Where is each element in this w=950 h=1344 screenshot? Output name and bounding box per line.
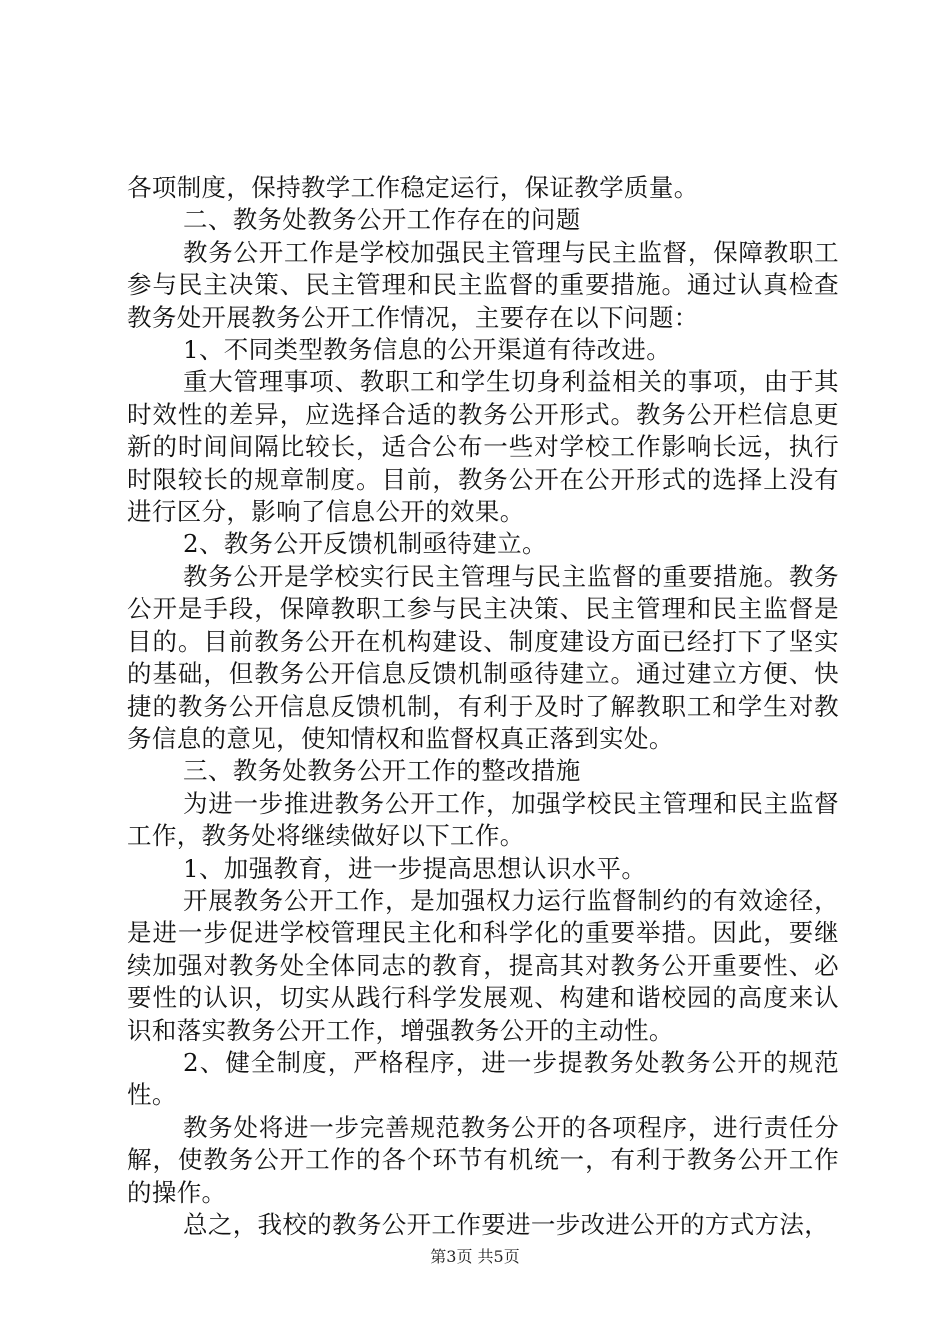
paragraph-3: 教务公开工作是学校加强民主管理与民主监督，保障教职工参与民主决策、民主管理和民主监督的重要措施。通过认真检查教务处开展教务公开工作情况，主要存在以下问题： (127, 237, 839, 332)
subheading-10: 1、加强教育，进一步提高思想认识水平。 (183, 853, 647, 883)
paragraph-13: 教务处将进一步完善规范教务公开的各项程序，进行责任分解，使教务公开工作的各个环节有机统一，有利于教务公开工作的操作。 (127, 1112, 839, 1207)
paragraph-14: 总之，我校的教务公开工作要进一步改进公开的方式方法， (183, 1210, 830, 1239)
document-body (127, 172, 839, 1241)
subheading-12: 2、健全制度，严格程序，进一步提教务处教务公开的规范性。 (127, 1047, 839, 1110)
paragraph-11: 开展教务公开工作，是加强权力运行监督制约的有效途径，是进一步促进学校管理民主化和科学化的重要举措。因此，要继续加强对教务处全体同志的教育，提高其对教务公开重要性、必要性的认识，切实从践行科学发展观、构建和谐校园的高度来认识和落实教务公开工作，增强教务公开的主动性。 (127, 885, 839, 1045)
paragraph-5: 重大管理事项、教职工和学生切身利益相关的事项，由于其时效性的差异，应选择合适的教务公开形式。教务公开栏信息更新的时间间隔比较长，适合公布一些对学校工作影响长远，执行时限较长的规章制度。目前，教务公开在公开形式的选择上没有进行区分，影响了信息公开的效果。 (127, 367, 839, 527)
subheading-4: 1、不同类型教务信息的公开渠道有待改进。 (183, 335, 672, 365)
subheading-6: 2、教务公开反馈机制亟待建立。 (183, 529, 547, 559)
page-number-footer: 第3页 共5页 (430, 1247, 520, 1266)
paragraph-1: 各项制度，保持教学工作稳定运行，保证教学质量。 (127, 173, 699, 202)
paragraph-7: 教务公开是学校实行民主管理与民主监督的重要措施。教务公开是手段，保障教职工参与民主决策、民主管理和民主监督是目的。目前教务公开在机构建设、制度建设方面已经打下了坚实的基础，但教务公开信息反馈机制亟待建立。通过建立方便、快捷的教务公开信息反馈机制，有利于及时了解教职工和学生对教务信息的意见，使知情权和监督权真正落到实处。 (127, 561, 839, 753)
section-heading-8: 三、教务处教务公开工作的整改措施 (183, 756, 581, 786)
paragraph-9: 为进一步推进教务公开工作，加强学校民主管理和民主监督工作，教务处将继续做好以下工作。 (127, 788, 839, 851)
section-heading-2: 二、教务处教务公开工作存在的问题 (183, 205, 581, 235)
